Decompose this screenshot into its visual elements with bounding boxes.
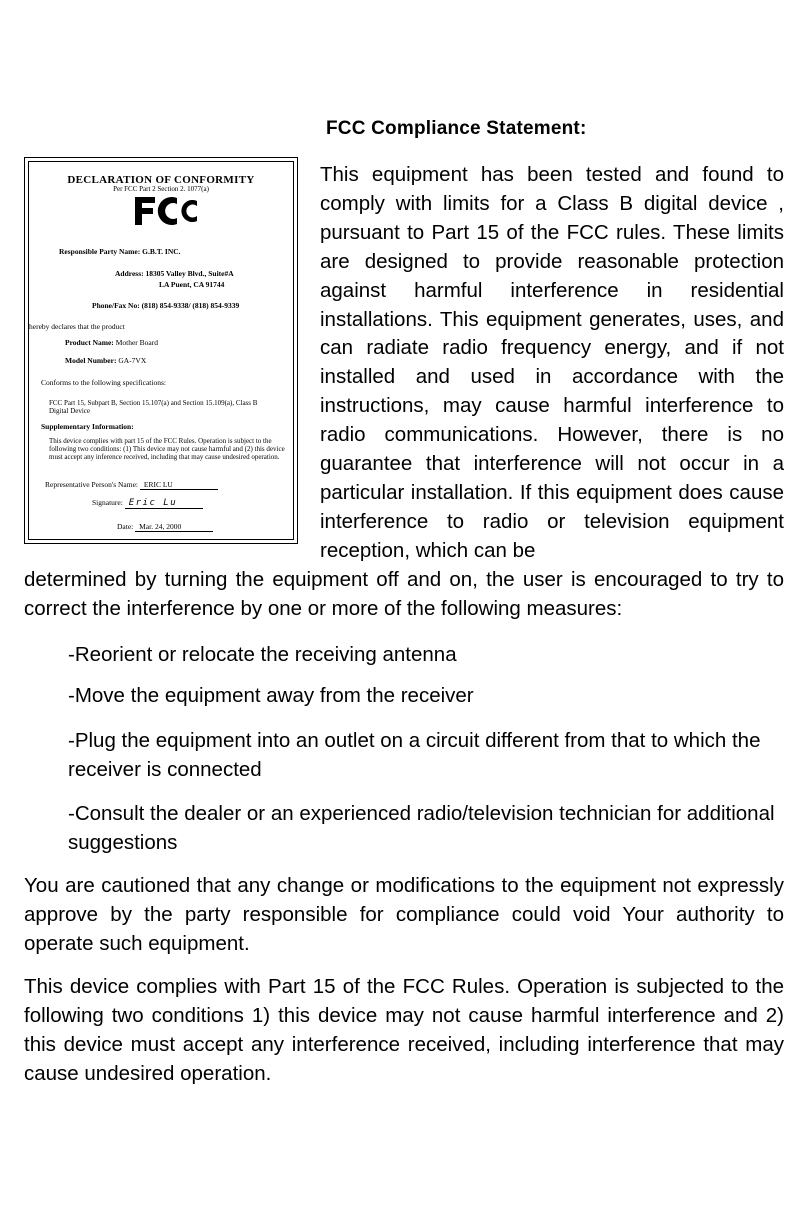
product-name-label: Product Name: xyxy=(65,338,114,347)
representative-value: ERIC LU xyxy=(140,480,218,490)
fcc-logo-icon xyxy=(133,195,199,227)
phone-row xyxy=(92,301,239,310)
representative-row xyxy=(45,480,218,490)
measure-item: -Consult the dealer or an experienced radio/television technician for additional suggestions xyxy=(68,802,775,854)
model-number-row xyxy=(65,356,146,365)
measure-item: -Move the equipment away from the receiver xyxy=(68,684,474,707)
intro-paragraph-continuation: determined by turning the equipment off and on, the user is encouraged to try to correct the interference by one or more of the following measures: xyxy=(24,568,784,620)
conforms-text: Conforms to the following specifications: xyxy=(41,378,166,387)
product-name-value: Mother Board xyxy=(115,338,158,347)
signature-row xyxy=(92,498,203,509)
address-line2: LA Puent, CA 91744 xyxy=(159,280,225,289)
date-label: Date: xyxy=(117,522,134,531)
spec-text: FCC Part 15, Subpart B, Section 15.107(a) and Section 15.109(a), Class B Digital Device xyxy=(49,399,258,415)
declaration-subtitle: Per FCC Part 2 Section 2. 1077(a) xyxy=(113,185,209,193)
representative-label: Representative Person's Name: xyxy=(45,480,138,489)
model-number-label: Model Number: xyxy=(65,356,117,365)
compliance-paragraph: This device complies with Part 15 of the FCC Rules. Operation is subjected to the following two conditions 1) this device may not cause harmful interference and 2) this device must accept any interference received, including interference that may cause undesired operation. xyxy=(24,975,784,1085)
intro-paragraph: This equipment has been tested and found to comply with limits for a Class B digital device , pursuant to Part 15 of the FCC rules. These limits are designed to provide reasonable protection against harmful interference in residential installations. This equipment generates, uses, and can radiate radio frequency energy, and if not installed and used in accordance with the instructions, may cause harmful interference to radio communications. However, there is no guarantee that interference will not occur in a particular installation. If this equipment does cause interference to radio or television equipment reception, which can be xyxy=(320,163,784,562)
measure-item: -Reorient or relocate the receiving antenna xyxy=(68,643,457,666)
caution-paragraph: You are cautioned that any change or modifications to the equipment not expressly approve by the party responsible for compliance could void Your authority to operate such equipment. xyxy=(24,874,784,955)
address-row xyxy=(115,269,234,278)
address-label: Address: xyxy=(115,269,144,278)
phone-value: (818) 854-9338/ (818) 854-9339 xyxy=(141,301,240,310)
measure-item: -Plug the equipment into an outlet on a circuit different from that to which the receiver is connected xyxy=(68,729,761,781)
page-heading: FCC Compliance Statement: xyxy=(326,118,587,139)
date-row xyxy=(117,522,213,532)
responsible-party-row xyxy=(59,247,181,256)
address-line1: 18305 Valley Blvd., Suite#A xyxy=(145,269,234,278)
declaration-title: DECLARATION OF CONFORMITY xyxy=(67,174,255,186)
supplementary-label: Supplementary Information: xyxy=(41,422,134,431)
declaration-of-conformity-box xyxy=(24,157,298,544)
product-name-row xyxy=(65,338,158,347)
declaration-inner-frame xyxy=(28,161,294,540)
phone-label: Phone/Fax No: xyxy=(92,301,140,310)
declares-text: hereby declares that the product xyxy=(29,322,125,331)
signature-value: Eric Lu xyxy=(125,499,203,509)
model-number-value: GA-7VX xyxy=(118,356,147,365)
supplementary-text: This device complies with part 15 of the FCC Rules. Operation is subject to the following two conditions: (1) This device may not cause harmful and (2) this device must accept any inference received, including that may cause undesired operation. xyxy=(49,437,285,461)
signature-label: Signature: xyxy=(92,498,123,507)
date-value: Mar. 24, 2000 xyxy=(135,522,213,532)
responsible-party-value: G.B.T. INC. xyxy=(142,247,181,256)
responsible-party-label: Responsible Party Name: xyxy=(59,247,141,256)
